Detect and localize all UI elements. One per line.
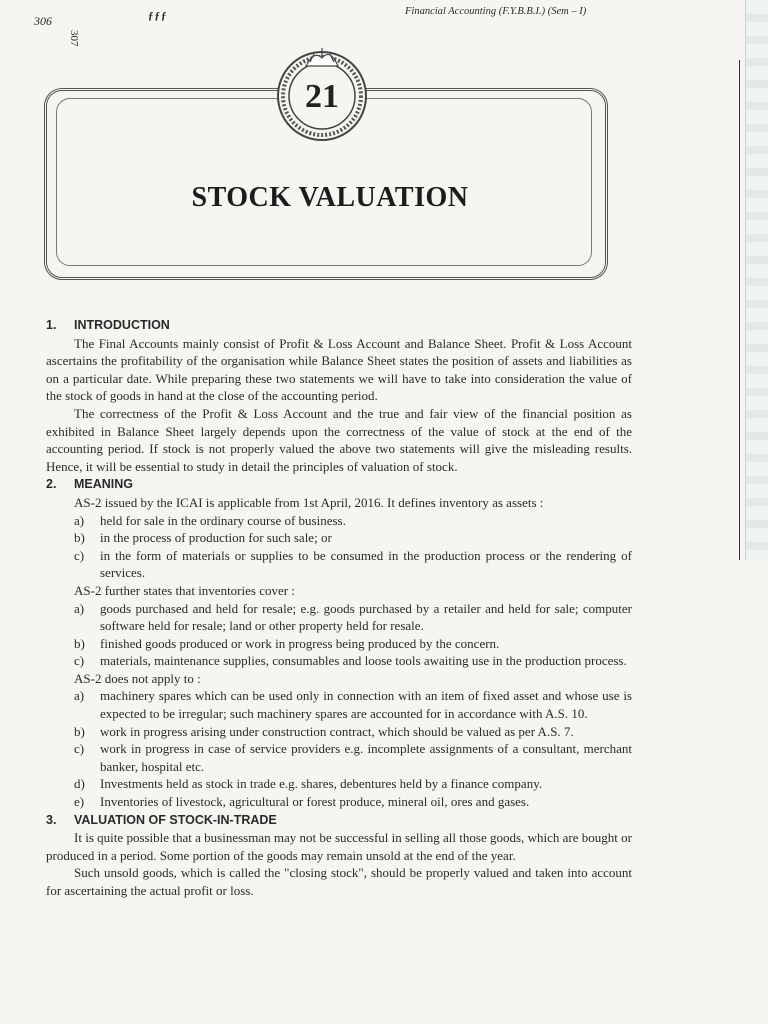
list-label: c) xyxy=(74,741,85,757)
section-number: 3. xyxy=(46,812,57,827)
list-text: work in progress in case of service providers e.g. incomplete assignments of a consultant, merchant banker, hospital etc. xyxy=(100,741,632,774)
list-item xyxy=(74,740,632,775)
section-title: INTRODUCTION xyxy=(74,318,170,332)
list-label: a) xyxy=(74,688,85,704)
publisher-logo: ƒƒƒ xyxy=(148,10,168,22)
list-item xyxy=(74,529,632,547)
lead-text: AS-2 issued by the ICAI is applicable from 1st April, 2016. It defines inventory as assets : xyxy=(74,494,544,510)
list-item xyxy=(74,547,632,582)
section-heading-valuation xyxy=(46,812,632,830)
lead-text: AS-2 does not apply to : xyxy=(74,670,201,686)
chapter-title: STOCK VALUATION xyxy=(191,182,469,213)
list-text: work in progress arising under construction contract, which should be valued as per A.S. 7. xyxy=(100,723,574,739)
list-item xyxy=(74,600,632,635)
list-text: in the form of materials or supplies to be consumed in the production process or the rendering of services. xyxy=(100,547,632,581)
list-item xyxy=(74,723,632,741)
side-page-number: 307 xyxy=(68,30,80,47)
section-heading-introduction xyxy=(46,317,632,335)
list-label: b) xyxy=(74,530,85,546)
section-title: VALUATION OF STOCK-IN-TRADE xyxy=(74,812,277,827)
lead-text: AS-2 further states that inventories cover : xyxy=(74,582,295,598)
list-text: Inventories of livestock, agricultural or forest produce, mineral oil, ores and gases. xyxy=(100,794,530,810)
list-label: b) xyxy=(74,635,85,651)
running-header: Financial Accounting (F.Y.B.B.I.) (Sem – I) xyxy=(405,6,587,17)
list-label: a) xyxy=(74,600,85,616)
list-text: in the process of production for such sale; or xyxy=(100,530,332,546)
paragraph: Such unsold goods, which is called the "closing stock", should be properly valued and taken into account for ascertaining the actual profit or loss. xyxy=(46,865,632,898)
list-text: finished goods produced or work in progress being produced by the concern. xyxy=(100,635,500,651)
section-heading-meaning xyxy=(46,476,632,494)
list-label: a) xyxy=(74,512,85,528)
list-label: e) xyxy=(74,794,85,810)
list-text: Investments held as stock in trade e.g. shares, debentures held by a finance company. xyxy=(100,776,543,792)
page-number: 306 xyxy=(34,14,52,28)
paragraph: The Final Accounts mainly consist of Profit & Loss Account and Balance Sheet. Profit & Loss Account ascertains the profitability of the organisation while Balance Sheet states the position of assets and liabilities as on a particular date. While preparing these two statements we will have to take into consideration the value of the stock of goods in hand at the close of the accounting period. xyxy=(46,335,632,404)
list-item xyxy=(74,635,632,653)
list-text: goods purchased and held for resale; e.g. goods purchased by a retailer and held for sale; computer software held for resale; land or other property held for resale. xyxy=(100,600,632,634)
list-item xyxy=(74,687,632,722)
paragraph: It is quite possible that a businessman may not be successful in selling all those goods, which are bought or produced in a period. Some portion of the goods may remain unsold at the end of the year. xyxy=(46,830,632,863)
section-title: MEANING xyxy=(74,477,134,492)
list-label: b) xyxy=(74,723,85,739)
list-text: held for sale in the ordinary course of business. xyxy=(100,512,346,528)
list-item xyxy=(74,793,632,811)
list-label: c) xyxy=(74,653,85,669)
adjacent-page-edge xyxy=(745,0,768,560)
list-text: machinery spares which can be used only in connection with an item of fixed asset and whose use is expected to be irregular; such machinery spares are accounted for in accordance with A.S. 10. xyxy=(100,688,632,722)
chapter-number: 21 xyxy=(305,78,339,115)
section-number: 2. xyxy=(46,477,57,492)
list-item xyxy=(74,775,632,793)
page-body xyxy=(46,316,632,900)
list-label: c) xyxy=(74,547,85,563)
list-item xyxy=(74,512,632,530)
list-item xyxy=(74,652,632,670)
page-edge-line xyxy=(739,60,740,560)
paragraph: The correctness of the Profit & Loss Account and the true and fair view of the financial position as exhibited in Balance Sheet largely depends upon the correctness of the value of stock at the end of the accounting period. If stock is not properly valued the above two statements will give the misleading results. Hence, it will be essential to study in detail the principles of valuation of stock. xyxy=(46,405,632,474)
list-label: d) xyxy=(74,776,85,792)
list-text: materials, maintenance supplies, consumables and loose tools awaiting use in the production process. xyxy=(100,653,627,669)
section-number: 1. xyxy=(46,318,57,332)
